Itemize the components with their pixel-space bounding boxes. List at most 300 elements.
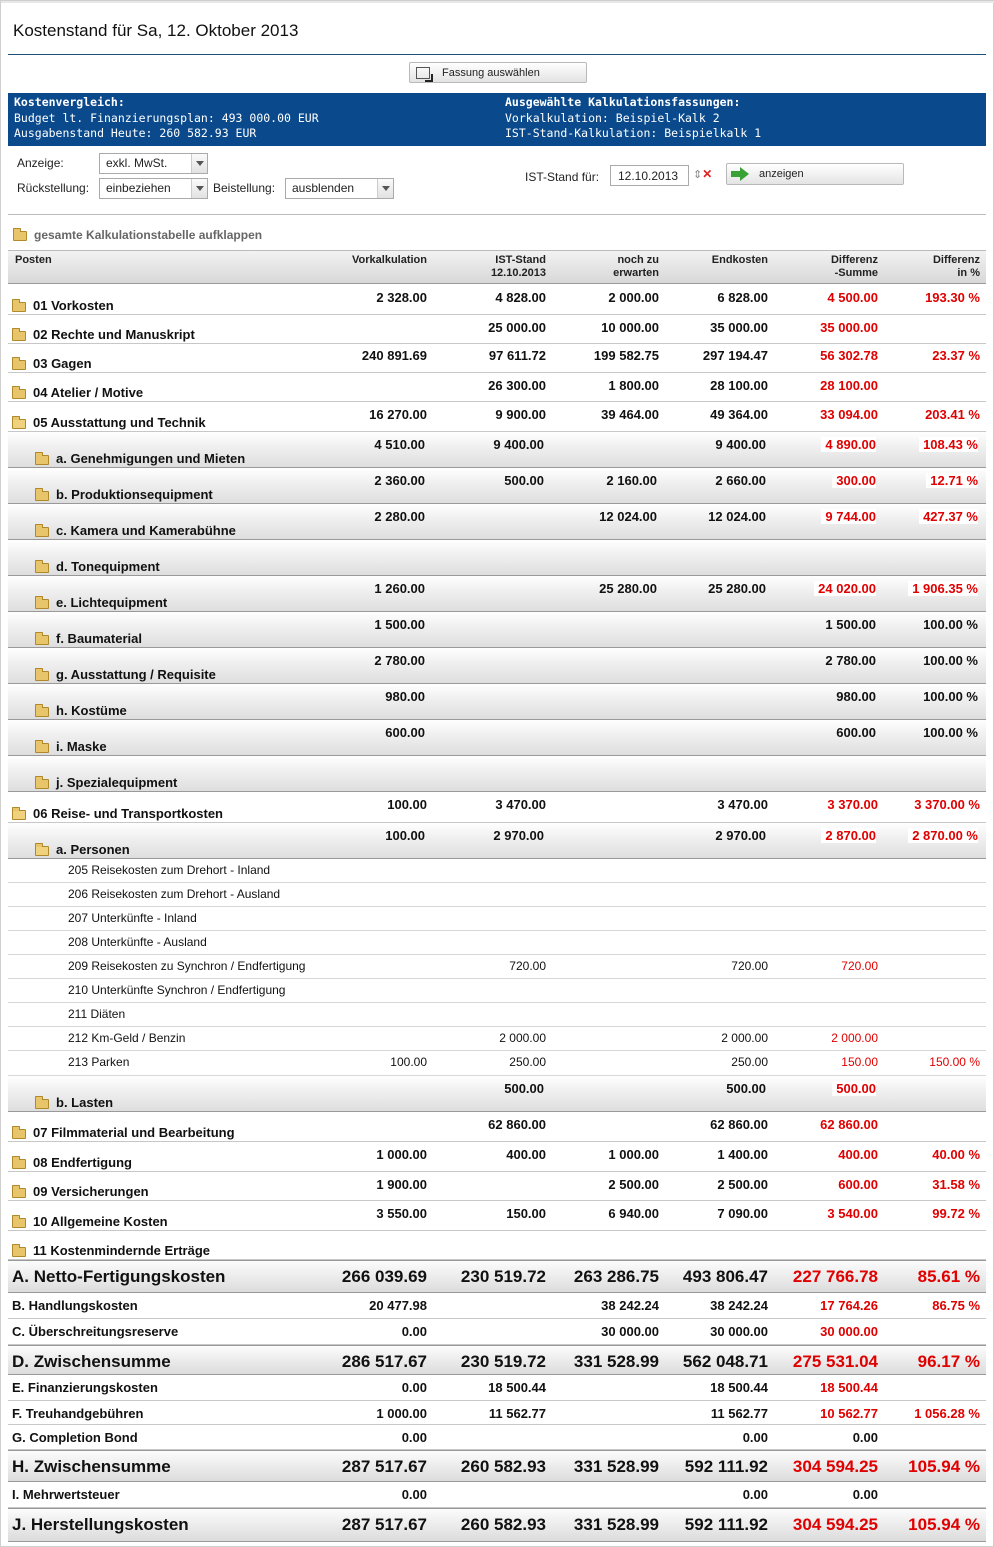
cell-ist: 260 582.93: [460, 1457, 546, 1476]
table-row[interactable]: [8, 402, 986, 432]
cell-noch: 331 528.99: [573, 1515, 659, 1534]
table-row[interactable]: [8, 1231, 986, 1260]
table-row[interactable]: [8, 1401, 986, 1425]
cell-end: 25 280.00: [708, 581, 766, 596]
cell-diff: 227 766.78: [792, 1267, 878, 1286]
row-label-text: i. Maske: [56, 739, 107, 754]
chevron-down-icon: [191, 179, 207, 198]
row-label: [12, 1487, 120, 1502]
cell-vork: 600.00: [385, 725, 425, 740]
row-label-text: b. Produktionsequipment: [56, 487, 213, 502]
row-label-text: 02 Rechte und Manuskript: [33, 327, 195, 342]
cell-vork: 0.00: [401, 1430, 427, 1445]
row-label: [12, 1184, 149, 1199]
cell-end: 493 806.47: [682, 1267, 768, 1286]
cell-diff: 0.00: [852, 1487, 878, 1502]
row-label: [35, 842, 130, 857]
cell-diff: 304 594.25: [792, 1515, 878, 1534]
cell-ist: 26 300.00: [488, 378, 546, 393]
col-header-difference-line1: Differenz: [830, 254, 878, 266]
cell-vork: 100.00: [387, 797, 427, 812]
cell-pct: 150.00 %: [929, 1055, 980, 1069]
row-label: [35, 595, 167, 610]
cell-ist: 230 519.72: [460, 1352, 546, 1371]
col-header-expected: [613, 254, 659, 280]
row-label: [68, 935, 207, 949]
cell-pct: 100.00 %: [923, 653, 978, 668]
cell-pct: 1 906.35 %: [908, 581, 978, 596]
cell-pct: 99.72 %: [932, 1206, 980, 1221]
table-row[interactable]: [8, 823, 986, 859]
table-row[interactable]: [8, 1142, 986, 1172]
cell-vork: 4 510.00: [374, 437, 425, 452]
table-row[interactable]: [8, 315, 986, 344]
cell-vork: 20 477.98: [369, 1298, 427, 1313]
table-row[interactable]: [8, 343, 986, 373]
cell-noch: 1 800.00: [608, 378, 659, 393]
table-row[interactable]: [8, 1201, 986, 1231]
cell-pct: 86.75 %: [932, 1298, 980, 1313]
table-row: [8, 859, 986, 883]
date-controls: [693, 167, 712, 181]
cell-vork: 2 280.00: [374, 509, 425, 524]
cell-ist: 4 828.00: [495, 290, 546, 305]
cost-comparison-panel: [8, 93, 986, 146]
row-label-text: 09 Versicherungen: [33, 1184, 149, 1199]
cell-end: 562 048.71: [682, 1352, 768, 1371]
cell-ist: 2 970.00: [493, 828, 544, 843]
col-header-actual-date: 12.10.2013: [490, 267, 546, 279]
pre-calculation-line: Vorkalkulation: Beispiel-Kalk 2: [505, 110, 720, 125]
cell-noch: 2 160.00: [606, 473, 657, 488]
row-label: [12, 327, 195, 342]
row-label-text: g. Ausstattung / Requisite: [56, 667, 216, 682]
cell-pct: 40.00 %: [932, 1147, 980, 1162]
table-row[interactable]: [8, 612, 986, 648]
cell-vork: 1 260.00: [374, 581, 425, 596]
row-label-text: a. Personen: [56, 842, 130, 857]
table-row[interactable]: [8, 285, 986, 315]
cost-comparison-left: [14, 95, 319, 142]
cell-noch: 10 000.00: [601, 320, 659, 335]
cell-vork: 287 517.67: [341, 1515, 427, 1534]
row-label: [12, 1515, 189, 1535]
cell-ist: 25 000.00: [488, 320, 546, 335]
row-label: [35, 451, 245, 466]
row-label: [12, 1457, 171, 1477]
cell-ist: 18 500.44: [488, 1380, 546, 1395]
cell-pct: 23.37 %: [932, 348, 980, 363]
row-label-text: C. Überschreitungsreserve: [12, 1324, 179, 1339]
cell-diff: 0.00: [852, 1430, 878, 1445]
cell-diff: 600.00: [836, 725, 876, 740]
cost-comparison-heading: Kostenvergleich:: [14, 95, 125, 109]
col-header-actual-label: IST-Stand: [495, 254, 546, 266]
row-label-text: 04 Atelier / Motive: [33, 385, 144, 400]
cell-end: 9 400.00: [715, 437, 766, 452]
row-label-text: G. Completion Bond: [12, 1430, 138, 1445]
table-row[interactable]: [8, 756, 986, 792]
row-label-text: J. Herstellungskosten: [12, 1515, 189, 1534]
selected-versions: [505, 95, 761, 142]
folder-icon[interactable]: [35, 455, 49, 465]
select-version-button[interactable]: [409, 62, 587, 83]
cell-diff: 18 500.44: [820, 1380, 878, 1395]
show-button-label: anzeigen: [759, 168, 804, 180]
cell-pct: 31.58 %: [932, 1177, 980, 1192]
table-row: [8, 979, 986, 1003]
table-row: [8, 907, 986, 931]
cell-noch: 199 582.75: [593, 348, 659, 363]
cell-noch: 12 024.00: [599, 509, 657, 524]
table-row: [8, 1027, 986, 1051]
col-header-posten: Posten: [15, 254, 52, 266]
row-label-text: 01 Vorkosten: [33, 298, 114, 313]
cell-vork: 0.00: [401, 1487, 427, 1502]
row-label-text: 08 Endfertigung: [33, 1155, 132, 1170]
cell-noch: 331 528.99: [573, 1457, 659, 1476]
table-row[interactable]: [8, 432, 986, 468]
cell-diff: 2 870.00: [821, 828, 876, 843]
cell-pct: 105.94 %: [908, 1457, 980, 1476]
cell-end: 0.00: [742, 1430, 768, 1445]
folder-icon[interactable]: [35, 671, 49, 681]
folder-icon[interactable]: [12, 1247, 26, 1257]
cell-end: 3 470.00: [717, 797, 768, 812]
select-window-icon: [416, 67, 430, 79]
cell-ist: 2 000.00: [499, 1031, 546, 1045]
cell-diff: 10 562.77: [820, 1406, 878, 1421]
cell-pct: 1 056.28 %: [914, 1406, 980, 1421]
row-label: [68, 911, 197, 925]
row-label: [12, 1214, 168, 1229]
folder-open-icon[interactable]: [12, 419, 26, 429]
row-label: [35, 703, 127, 718]
row-label-text: d. Tonequipment: [56, 559, 160, 574]
cell-vork: 1 000.00: [376, 1406, 427, 1421]
cell-end: 1 400.00: [717, 1147, 768, 1162]
row-label: [12, 1352, 171, 1372]
cell-vork: 100.00: [390, 1055, 427, 1069]
clear-date-icon[interactable]: ✕: [702, 167, 713, 181]
folder-open-icon[interactable]: [35, 846, 49, 856]
row-label-text: H. Zwischensumme: [12, 1457, 171, 1476]
cell-noch: 2 000.00: [608, 290, 659, 305]
table-row[interactable]: [8, 1508, 986, 1542]
cell-end: 6 828.00: [717, 290, 768, 305]
row-label-text: b. Lasten: [56, 1095, 114, 1110]
cell-pct: 108.43 %: [919, 437, 978, 452]
table-row: [8, 1003, 986, 1027]
cell-diff: 62 860.00: [820, 1117, 878, 1132]
chevron-down-icon: [191, 154, 207, 173]
cell-noch: 263 286.75: [573, 1267, 659, 1286]
table-row[interactable]: [8, 792, 986, 823]
cell-end: 62 860.00: [710, 1117, 768, 1132]
folder-icon[interactable]: [35, 1099, 49, 1109]
display-label: Anzeige:: [17, 156, 64, 170]
cell-diff: 3 540.00: [827, 1206, 878, 1221]
cell-pct: 427.37 %: [919, 509, 978, 524]
col-header-final-costs: Endkosten: [711, 254, 768, 266]
cell-diff: 4 500.00: [827, 290, 878, 305]
folder-icon[interactable]: [35, 491, 49, 501]
table-row[interactable]: [8, 1425, 986, 1450]
row-label-text: B. Handlungskosten: [12, 1298, 138, 1313]
col-header-difference-pct: [933, 254, 980, 280]
cell-vork: 16 270.00: [369, 407, 427, 422]
select-version-label: Fassung auswählen: [442, 66, 540, 79]
row-label-text: 05 Ausstattung und Technik: [33, 415, 206, 430]
row-label: [12, 806, 223, 821]
cell-end: 2 000.00: [721, 1031, 768, 1045]
cell-ist: 230 519.72: [460, 1267, 546, 1286]
cell-end: 28 100.00: [710, 378, 768, 393]
cell-diff: 600.00: [838, 1177, 878, 1192]
folder-icon[interactable]: [12, 1159, 26, 1169]
row-label-text: 210 Unterkünfte Synchron / Endfertigung: [68, 983, 286, 997]
cell-end: 0.00: [742, 1487, 768, 1502]
cell-diff: 2 000.00: [831, 1031, 878, 1045]
row-label: [68, 983, 285, 997]
cell-diff: 300.00: [832, 473, 876, 488]
folder-icon[interactable]: [12, 1218, 26, 1228]
row-label: [35, 559, 160, 574]
cell-diff: 500.00: [832, 1081, 876, 1096]
cell-vork: 980.00: [385, 689, 425, 704]
cell-end: 35 000.00: [710, 320, 768, 335]
table-row[interactable]: [8, 1375, 986, 1401]
table-row[interactable]: [8, 1172, 986, 1201]
contribution-select[interactable]: [285, 178, 394, 199]
chevron-down-icon: [377, 179, 393, 198]
row-label-text: 07 Filmmaterial und Bearbeitung: [33, 1125, 235, 1140]
cell-diff: 304 594.25: [792, 1457, 878, 1476]
row-label: [68, 1031, 185, 1045]
cell-vork: 1 000.00: [376, 1147, 427, 1162]
title-divider: [8, 54, 986, 55]
cell-vork: 2 780.00: [374, 653, 425, 668]
cell-ist: 500.00: [504, 1081, 544, 1096]
cell-pct: 193.30 %: [925, 290, 980, 305]
table-row: [8, 955, 986, 979]
cell-diff: 3 370.00: [827, 797, 878, 812]
actual-date-input[interactable]: 12.10.2013: [610, 165, 689, 186]
folder-icon[interactable]: [12, 1188, 26, 1198]
row-label-text: E. Finanzierungskosten: [12, 1380, 158, 1395]
row-label-text: 206 Reisekosten zum Drehort - Ausland: [68, 887, 281, 901]
cell-vork: 100.00: [385, 828, 425, 843]
cell-end: 38 242.24: [710, 1298, 768, 1313]
row-label: [12, 1430, 138, 1445]
cell-end: 2 970.00: [715, 828, 766, 843]
date-spinner-icon[interactable]: ⇕: [693, 169, 703, 181]
row-label: [35, 739, 107, 754]
table-row[interactable]: [8, 1345, 986, 1375]
row-label: [12, 1243, 210, 1258]
table-row[interactable]: [8, 1482, 986, 1508]
col-header-actual: [491, 254, 546, 280]
folder-icon[interactable]: [35, 743, 49, 753]
row-label: [68, 1055, 129, 1069]
cell-diff: 56 302.78: [820, 348, 878, 363]
cell-end: 592 111.92: [684, 1515, 768, 1534]
cell-pct: 100.00 %: [923, 725, 978, 740]
cell-vork: 266 039.69: [341, 1267, 427, 1286]
cell-ist: 250.00: [509, 1055, 546, 1069]
cell-pct: 100.00 %: [923, 617, 978, 632]
folder-icon[interactable]: [12, 302, 26, 312]
cell-end: 720.00: [731, 959, 768, 973]
cell-noch: 38 242.24: [601, 1298, 659, 1313]
row-label-text: 06 Reise- und Transportkosten: [33, 806, 223, 821]
row-label-text: D. Zwischensumme: [12, 1352, 171, 1371]
cell-noch: 39 464.00: [601, 407, 659, 422]
table-row[interactable]: [8, 468, 986, 504]
folder-icon[interactable]: [12, 331, 26, 341]
cell-ist: 150.00: [506, 1206, 546, 1221]
cell-end: 500.00: [726, 1081, 766, 1096]
folder-icon[interactable]: [12, 1129, 26, 1139]
budget-line: Budget lt. Finanzierungsplan: 493 000.00 EUR: [14, 110, 319, 125]
filter-divider: [8, 214, 986, 215]
row-label-text: a. Genehmigungen und Mieten: [56, 451, 246, 466]
row-label: [68, 887, 280, 901]
cell-ist: 260 582.93: [460, 1515, 546, 1534]
table-row: [8, 931, 986, 955]
row-label-text: A. Netto-Fertigungskosten: [12, 1267, 226, 1286]
cell-diff: 35 000.00: [820, 320, 878, 335]
row-label-text: c. Kamera und Kamerabühne: [56, 523, 236, 538]
cell-end: 18 500.44: [710, 1380, 768, 1395]
expand-all-link[interactable]: [13, 228, 262, 242]
display-select-value: exkl. MwSt.: [106, 156, 168, 170]
cell-end: 2 500.00: [717, 1177, 768, 1192]
table-row[interactable]: [8, 684, 986, 720]
row-label: [12, 1324, 178, 1339]
row-label: [68, 959, 305, 973]
folder-icon[interactable]: [35, 635, 49, 645]
table-row[interactable]: [8, 648, 986, 684]
cell-diff: 17 764.26: [820, 1298, 878, 1313]
row-label: [12, 1298, 138, 1313]
cell-vork: 2 360.00: [374, 473, 425, 488]
cell-noch: 2 500.00: [608, 1177, 659, 1192]
table-row[interactable]: [8, 1450, 986, 1482]
col-header-pct-line1: Differenz: [932, 254, 980, 266]
row-label-text: F. Treuhandgebühren: [12, 1406, 144, 1421]
cell-noch: 331 528.99: [573, 1352, 659, 1371]
cell-pct: 105.94 %: [908, 1515, 980, 1534]
row-label-text: I. Mehrwertsteuer: [12, 1487, 120, 1502]
folder-icon: [13, 231, 27, 241]
contribution-select-value: ausblenden: [292, 181, 355, 195]
table-row[interactable]: [8, 576, 986, 612]
cell-vork: 3 550.00: [376, 1206, 427, 1221]
row-label-text: f. Baumaterial: [56, 631, 142, 646]
folder-icon[interactable]: [35, 563, 49, 573]
table-row[interactable]: [8, 720, 986, 756]
cell-vork: 0.00: [401, 1324, 427, 1339]
show-button[interactable]: [726, 163, 904, 185]
cell-ist: 62 860.00: [488, 1117, 546, 1132]
cell-vork: 287 517.67: [341, 1457, 427, 1476]
cell-pct: 3 370.00 %: [914, 797, 980, 812]
table-row[interactable]: [8, 504, 986, 540]
cell-ist: 400.00: [506, 1147, 546, 1162]
folder-icon[interactable]: [12, 389, 26, 399]
cell-vork: 0.00: [401, 1380, 427, 1395]
row-label: [35, 487, 213, 502]
contribution-label: Beistellung:: [213, 181, 276, 195]
table-row[interactable]: [8, 1112, 986, 1142]
table-row[interactable]: [8, 373, 986, 402]
row-label: [12, 385, 143, 400]
cell-diff: 400.00: [838, 1147, 878, 1162]
cell-pct: 85.61 %: [917, 1267, 980, 1286]
folder-icon[interactable]: [35, 707, 49, 717]
col-header-difference-sum: [831, 254, 878, 280]
table-row[interactable]: [8, 540, 986, 576]
table-row[interactable]: [8, 1293, 986, 1319]
col-header-pct-line2: in %: [957, 267, 980, 279]
row-label-text: 10 Allgemeine Kosten: [33, 1214, 168, 1229]
provision-select[interactable]: [99, 178, 208, 199]
row-label-text: 208 Unterkünfte - Ausland: [68, 935, 207, 949]
cell-ist: 9 900.00: [495, 407, 546, 422]
cell-pct: 203.41 %: [925, 407, 980, 422]
cell-end: 250.00: [731, 1055, 768, 1069]
cell-diff: 4 890.00: [821, 437, 876, 452]
cell-diff: 28 100.00: [820, 378, 878, 393]
cell-ist: 500.00: [504, 473, 544, 488]
cell-diff: 33 094.00: [820, 407, 878, 422]
provision-label: Rückstellung:: [17, 181, 90, 195]
table-row[interactable]: [8, 1319, 986, 1345]
cell-end: 2 660.00: [715, 473, 766, 488]
folder-icon[interactable]: [35, 779, 49, 789]
row-label-text: 11 Kostenmindernde Erträge: [33, 1243, 210, 1258]
cell-pct: 96.17 %: [917, 1352, 980, 1371]
col-header-difference-line2: -Summe: [834, 267, 878, 279]
folder-open-icon[interactable]: [12, 810, 26, 820]
table-row[interactable]: [8, 1260, 986, 1293]
cell-diff: 30 000.00: [820, 1324, 878, 1339]
folder-icon[interactable]: [12, 360, 26, 370]
expand-all-label: gesamte Kalkulationstabelle aufklappen: [34, 228, 263, 242]
row-label-text: j. Spezialequipment: [56, 775, 178, 790]
cell-noch: 25 280.00: [599, 581, 657, 596]
table-row[interactable]: [8, 1076, 986, 1112]
cell-vork: 1 900.00: [376, 1177, 427, 1192]
cell-vork: 2 328.00: [376, 290, 427, 305]
row-label: [12, 1380, 158, 1395]
top-tab-line: [1, 1, 994, 3]
cell-ist: 3 470.00: [495, 797, 546, 812]
cell-diff: 980.00: [836, 689, 876, 704]
folder-icon[interactable]: [35, 527, 49, 537]
folder-icon[interactable]: [35, 599, 49, 609]
cell-pct: 100.00 %: [923, 689, 978, 704]
row-label-text: 212 Km-Geld / Benzin: [68, 1031, 186, 1045]
arrow-right-icon: [731, 167, 751, 181]
row-label: [35, 775, 177, 790]
cell-ist: 720.00: [509, 959, 546, 973]
display-select[interactable]: [99, 153, 208, 174]
cell-noch: 6 940.00: [608, 1206, 659, 1221]
cell-end: 49 364.00: [710, 407, 768, 422]
col-header-expected-line1: noch zu: [617, 254, 659, 266]
